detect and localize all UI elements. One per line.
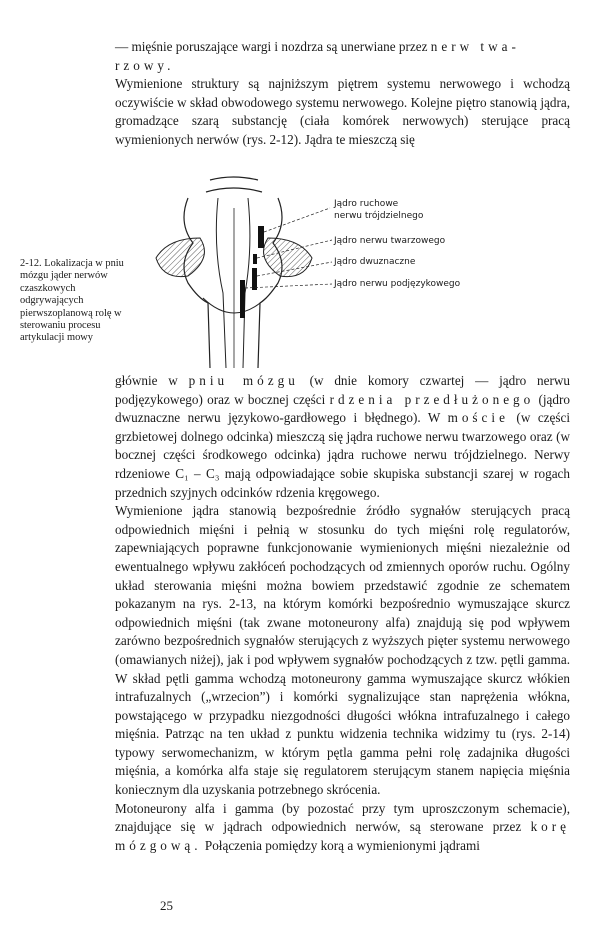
spaced-term: korę mózgową. <box>115 819 570 853</box>
text-dash-item: — mięśnie poruszające wargi i nozdrza są unerwiane przez <box>115 39 428 54</box>
label-trigeminal-1: Jądro ruchowe <box>334 199 399 209</box>
text-span: głównie w <box>115 373 178 388</box>
spaced-term: moście <box>447 410 509 426</box>
text-line-nerve-list <box>115 38 570 75</box>
nucleus-hypoglossal <box>240 280 245 318</box>
spaced-term: rdzenia przedłużonego <box>329 391 535 407</box>
leader-hypoglossal <box>245 284 332 288</box>
paragraph-regulators: Wymienione jądra stanowią bezpośrednie źródło sygnałów sterujących pracą odpowiednich mięśni i pełnią w stosunku do tych mięśni rolę regulatorów, zapewniających poprawne funkcjonowanie wymienionych mięśni niezależnie od ewentualnego wpływu zakłóceń pochodzących od zmiennych oporów ruchu. Ogólny układ sterowania mięśni można bowiem przedstawić zgodnie ze schematem pokazanym na rys. 2-13, na którym komórki bezpośrednio wymuszające skurcz odpowiednich mięśni (tak zwane motoneurony alfa) znajdują się pod wpływem zarówno bezpośrednich sygnałów sterujących z wyższych pięter systemu nerwowego (omawianych niżej), jak i pod wpływem sygnałów pochodzących z tzw. pętli gamma. W skład pętli gamma wchodzą motoneurony gamma wymuszające skurcz włókien intrafuzalnych („wrzecion”) i komórki sygnalizujące stan naprężenia włókna, powstającego w przypadku niezgodności długości włókna intrafuzalnego i całego mięśnia. Patrząc na ten układ z punktu widzenia technika widzimy tu (rys. 2-14) typowy serwomechanizm, w którym pętla gamma pełni rolę zadajnika długości mięśnia, a komórka alfa staje się regulatorem sterującym stanem napięcia mięśnia koniecznym dla uzyskania potrzebnego skrócenia. <box>115 503 570 798</box>
paragraph-brainstem <box>115 372 570 502</box>
nucleus-ambiguus <box>252 268 257 290</box>
spaced-term-continued: rzowy. <box>115 57 175 73</box>
leader-trigeminal <box>264 208 330 232</box>
paragraph-motoneurons <box>115 800 570 856</box>
spaced-term: pniu mózgu <box>188 373 299 388</box>
label-facial: Jądro nerwu twarzowego <box>334 236 446 246</box>
main-text-block <box>115 372 570 855</box>
paragraph-structures: Wymienione struktury są najniższym piętrem systemu nerwowego i wchodzą oczywiście w skład obwodowego systemu nerwowego. Kolejne piętro stanowią jądra, gromadzące szarą substancję (ciała komórek nerwowych) sterujące pracą wymienionych nerwów (rys. 2-12). Jądra te mieszczą się <box>115 76 570 147</box>
brainstem-outline <box>184 198 282 368</box>
text-span: (w części grzbietowej dolnego odcinka) mieszczą się jądra ruchowe nerwu twarzowego oraz (w bocznej części środkowego odcinka) jądra ruchowe nerwu trójdzielnego. Nerwy rdzeniowe C₁ – C₃ mają odpowiadające sobie skupiska substancji szarej w rogach przednich szyjnych odcinków rdzenia kręgowego. <box>115 410 571 500</box>
label-trigeminal-2: nerwu trójdzielnego <box>334 211 424 221</box>
nucleus-trigeminal <box>258 226 264 248</box>
lower-contour <box>203 298 266 313</box>
text-span: Połączenia pomiędzy korą a wymienionymi jądrami <box>204 837 480 853</box>
brainstem-diagram <box>148 168 558 368</box>
text-span: Motoneurony alfa i gamma (by pozostać przy tym uproszczonym schemacie), znajdujące się w jądrach odpowiednich nerwów, są sterowane przez <box>115 800 570 835</box>
top-arc-1 <box>210 177 258 180</box>
nucleus-facial <box>253 254 257 264</box>
top-text-block <box>115 38 570 150</box>
peduncle-left <box>156 238 204 277</box>
inner-line-left <box>216 198 226 368</box>
peduncle-right <box>264 238 312 277</box>
spaced-term: nerw twa- <box>430 39 520 54</box>
figure-brainstem <box>148 168 558 368</box>
label-hypoglossal: Jądro nerwu podjęzykowego <box>334 279 461 289</box>
figure-caption: 2-12. Lokalizacja w pniu mózgu jąder nerwów czaszkowych odgrywających pierwszoplanową rolę w sterowaniu procesu artykulacji mowy <box>20 258 124 344</box>
text-span: (jądro dwuznaczne nerwu językowo-gardłowego i błędnego). W <box>115 391 570 426</box>
label-ambiguus: Jądro dwuznaczne <box>334 257 416 267</box>
page-number: 25 <box>160 898 173 913</box>
top-arc-2 <box>206 188 262 192</box>
text-span: (w dnie komory czwartej — jądro nerwu podjęzykowego) oraz w bocznej części <box>115 373 571 407</box>
